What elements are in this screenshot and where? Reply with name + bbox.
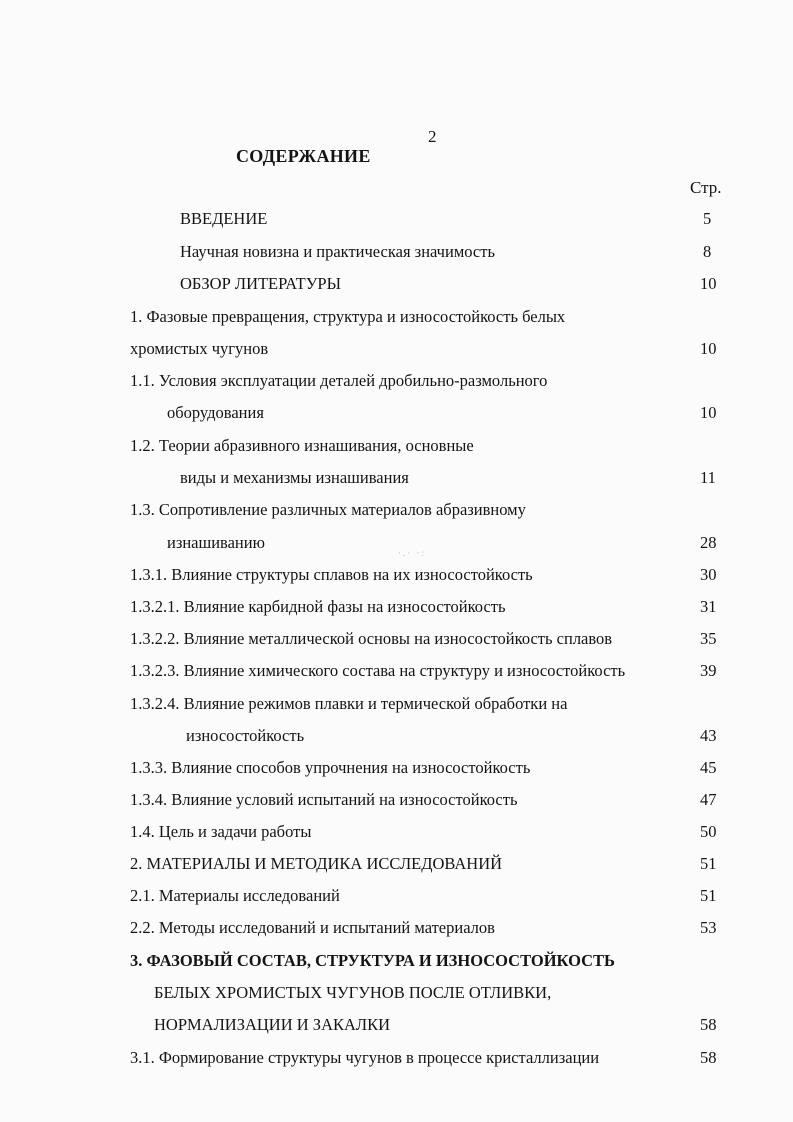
toc-entry-text: 2. МАТЕРИАЛЫ И МЕТОДИКА ИССЛЕДОВАНИЙ [130, 854, 503, 873]
toc-entry-page: 58 [700, 1015, 717, 1034]
toc-entry-page: 5 [703, 209, 712, 228]
page-column-header: Стр. [690, 178, 722, 197]
toc-entry-text: 1.1. Условия эксплуатации деталей дробильно-размольного [130, 371, 548, 390]
toc-entry-text: Научная новизна и практическая значимость [180, 242, 495, 261]
toc-entry-page: 11 [700, 468, 716, 487]
toc-entry-text: ВВЕДЕНИЕ [180, 209, 268, 228]
toc-entry-text: 1.3.1. Влияние структуры сплавов на их износостойкость [130, 565, 533, 584]
page-title: СОДЕРЖАНИЕ [236, 146, 371, 166]
toc-entry-text: износостойкость [186, 726, 305, 745]
toc-entry-text: 2.2. Методы исследований и испытаний материалов [130, 918, 495, 937]
toc-entry-text: хромистых чугунов [130, 339, 269, 358]
toc-entry-text: 3.1. Формирование структуры чугунов в процессе кристаллизации [130, 1048, 600, 1067]
toc-entry-page: 47 [700, 790, 717, 809]
toc-entry-text: 1.3.2.3. Влияние химического состава на структуру и износостойкость [130, 661, 626, 680]
toc-entry-text: изнашиванию [167, 533, 265, 552]
toc-entry-page: 45 [700, 758, 717, 777]
toc-entry-text: 1.3.2.1. Влияние карбидной фазы на износостойкость [130, 597, 506, 616]
toc-entry-page: 8 [703, 242, 712, 261]
toc-entry-text: 3. ФАЗОВЫЙ СОСТАВ, СТРУКТУРА И ИЗНОСОСТОЙКОСТЬ [130, 951, 615, 970]
page-number: 2 [428, 127, 437, 146]
toc-entry-page: 10 [700, 403, 717, 422]
toc-entry-text: 1.3. Сопротивление различных материалов абразивному [130, 500, 526, 519]
toc-entry-text: 1.3.3. Влияние способов упрочнения на износостойкость [130, 758, 531, 777]
toc-entry-text: 1.4. Цель и задачи работы [130, 822, 312, 841]
toc-entry-text: 1.2. Теории абразивного изнашивания, основные [130, 436, 474, 455]
toc-entry-page: 10 [700, 274, 717, 293]
toc-entry-text: ОБЗОР ЛИТЕРАТУРЫ [180, 274, 341, 293]
toc-entry-page: 30 [700, 565, 717, 584]
scan-noise: ·.· ·: [398, 548, 426, 558]
toc-entry-page: 43 [700, 726, 717, 745]
toc-entry-text: 1.3.2.4. Влияние режимов плавки и термической обработки на [130, 694, 568, 713]
toc-entry-page: 53 [700, 918, 717, 937]
toc-entry-page: 58 [700, 1048, 717, 1067]
toc-entry-page: 28 [700, 533, 717, 552]
toc-entry-text: оборудования [167, 403, 264, 422]
toc-entry-text: БЕЛЫХ ХРОМИСТЫХ ЧУГУНОВ ПОСЛЕ ОТЛИВКИ, [154, 983, 552, 1002]
toc-entry-text: 1.3.2.2. Влияние металлической основы на износостойкость сплавов [130, 629, 613, 648]
toc-entry-page: 39 [700, 661, 717, 680]
toc-entry-text: НОРМАЛИЗАЦИИ И ЗАКАЛКИ [154, 1015, 391, 1034]
toc-entry-text: 2.1. Материалы исследований [130, 886, 340, 905]
toc-entry-text: виды и механизмы изнашивания [180, 468, 409, 487]
toc-entry-text: 1.3.4. Влияние условий испытаний на износостойкость [130, 790, 518, 809]
toc-entry-page: 10 [700, 339, 717, 358]
toc-entry-text: 1. Фазовые превращения, структура и износостойкость белых [130, 307, 566, 326]
toc-entry-page: 50 [700, 822, 717, 841]
toc-entry-page: 35 [700, 629, 717, 648]
toc-entry-page: 31 [700, 597, 717, 616]
toc-entry-page: 51 [700, 854, 717, 873]
toc-entry-page: 51 [700, 886, 717, 905]
